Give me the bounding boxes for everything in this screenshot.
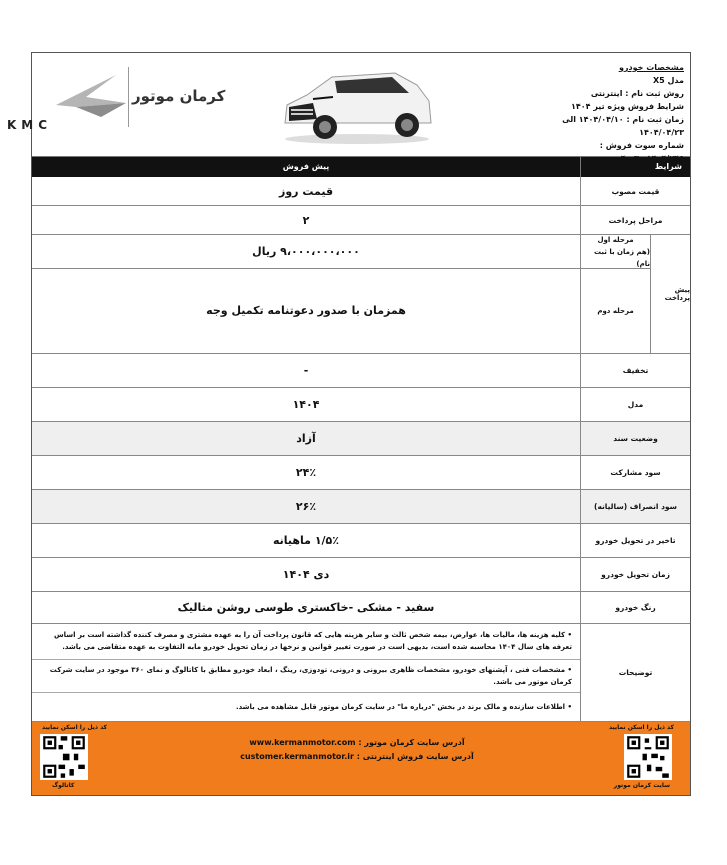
notes-label: توضیحات xyxy=(580,624,690,721)
row-label: زمان تحویل خودرو xyxy=(580,558,690,591)
specs-method: روش ثبت نام : اینترنتی xyxy=(590,89,684,98)
specs-circular: شماره سوت فروش : ۱۴۰۴/۲۴۵پ۰۳-۰۴ xyxy=(599,141,684,163)
site-qr-code[interactable] xyxy=(624,734,672,780)
table-row xyxy=(32,388,690,422)
row-value: قیمت روز xyxy=(278,184,334,198)
specs-title: مشخصات خودرو xyxy=(618,63,684,72)
stage1-note: (هم زمان با ثبت نام) xyxy=(594,247,650,268)
stage1-label-cell xyxy=(581,235,650,269)
row-label: مراحل پرداخت xyxy=(580,206,690,234)
row-value: ۱۴۰۴ xyxy=(292,398,320,411)
specs-block xyxy=(534,61,684,165)
row-label: وضعیت سند xyxy=(580,422,690,455)
notes-list xyxy=(32,624,580,721)
row-label: رنگ خودرو xyxy=(580,592,690,623)
table-row xyxy=(32,456,690,490)
row-value: ۱/۵٪ ماهیانه xyxy=(273,534,339,547)
header-label: شرایط xyxy=(580,157,690,177)
prepay-block xyxy=(32,235,690,354)
qr-left-caption-top: کد ذیل را اسکن نمایید xyxy=(42,724,108,731)
sales-label: آدرس سایت فروش اینترنتی : xyxy=(356,752,474,761)
table-row xyxy=(32,592,690,624)
note-item: • کلیه هزینه ها، مالیات ها، عوارض، بیمه شخص ثالث و سایر هزینه هایی که قانون پرداخت آن را به عهده مشتری و مصرف کننده گذاشته است بر اساس تعرفه های سال ۱۴۰۴ محاسبه شده است، بدیهی است در صورت تغییر قوانین و نرخها در زمان تحویل خودرو مابه التفاوت به عهده متقاضی می باشد. xyxy=(32,624,580,660)
site-url-link[interactable]: www.kermanmotor.com xyxy=(249,738,356,747)
prepay-outer-label: پیش پرداخت xyxy=(650,235,690,353)
row-value: ۲ xyxy=(302,213,310,227)
stage1-value: ۹،۰۰۰،۰۰۰،۰۰۰ ریال xyxy=(32,235,580,269)
row-value: دی ۱۴۰۴ xyxy=(282,568,330,581)
header xyxy=(6,53,690,163)
table-row xyxy=(32,524,690,558)
stage1-label: مرحله اول xyxy=(597,235,634,244)
header-value: پیش فروش xyxy=(282,162,330,171)
row-value: ۲۶٪ xyxy=(295,500,317,513)
qr-right-caption-bottom: سایت کرمان موتور xyxy=(613,782,670,789)
stage2-value: همزمان با صدور دعوتنامه تکمیل وجه xyxy=(206,303,406,317)
car-image xyxy=(277,63,437,148)
row-label: سود مشارکت xyxy=(580,456,690,489)
table-row xyxy=(32,558,690,592)
row-label: تخفیف xyxy=(580,354,690,387)
stage2-label: مرحله دوم xyxy=(597,307,634,315)
price-sheet xyxy=(6,52,691,796)
row-value: - xyxy=(303,364,309,377)
table-row xyxy=(32,354,690,388)
specs-conditions: شرایط فروش ویژه تیر ۱۴۰۴ xyxy=(571,102,684,111)
logo-text: KMC xyxy=(6,118,52,132)
row-label: سود انصراف (سالیانه) xyxy=(580,490,690,523)
note-item: • اطلاعات سازنده و مالک برند در بخش "درباره ما" در سایت کرمان موتور قابل مشاهده می باشد. xyxy=(235,702,572,711)
qr-left-caption-bottom: کاتالوگ xyxy=(52,782,75,789)
qr-right-caption-top: کد ذیل را اسکن نمایید xyxy=(608,724,674,731)
table-row xyxy=(32,177,690,206)
site-label: آدرس سایت کرمان موتور : xyxy=(358,738,465,747)
row-label: تاخیر در تحویل خودرو xyxy=(580,524,690,557)
logo-divider xyxy=(128,67,129,127)
footer-links xyxy=(192,736,522,764)
table-row xyxy=(32,206,690,235)
row-label: قیمت مصوب xyxy=(580,177,690,205)
row-value: آزاد xyxy=(296,432,316,445)
note-item: • مشخصات فنی ، آپشنهای خودرو، مشخصات ظاهری بیرونی و درونی، تودوزی، رینگ ، ابعاد خودرو مطابق با کاتالوگ و نمای ۳۶۰ موجود در سایت شرکت کرمان موتور می باشد. xyxy=(32,660,580,693)
row-value: ۲۴٪ xyxy=(295,466,317,479)
table-row xyxy=(32,422,690,456)
table-row xyxy=(32,490,690,524)
catalog-qr-code[interactable] xyxy=(40,734,88,780)
sales-url-link[interactable]: customer.kermanmotor.ir xyxy=(240,752,354,761)
specs-model: مدل X5 xyxy=(652,76,684,85)
row-value: سفید - مشکی -خاکستری طوسی روشن متالیک xyxy=(177,601,435,614)
brand-name: کرمان موتور xyxy=(132,87,226,105)
row-label: مدل xyxy=(580,388,690,421)
notes-row xyxy=(32,624,690,722)
footer xyxy=(32,722,690,795)
specs-register-time: زمان ثبت نام : ۱۴۰۴/۰۴/۱۰ الی ۱۴۰۴/۰۴/۲۳ xyxy=(562,115,684,137)
